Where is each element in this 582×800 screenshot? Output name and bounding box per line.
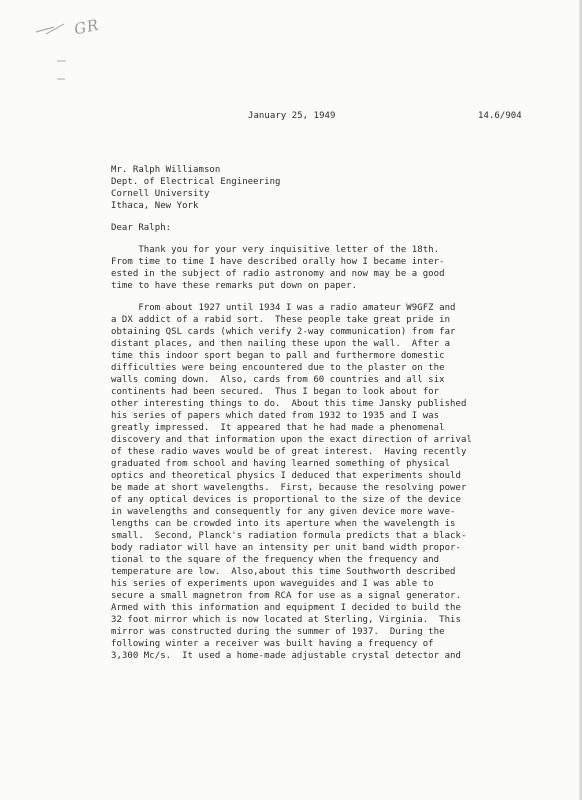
text-line: lengths can be crowded into its aperture when the wavelength is bbox=[111, 519, 456, 529]
text-line: optics and theoretical physics I deduced that experiments should bbox=[111, 471, 461, 481]
text-line: From time to time I have described orally how I became inter- bbox=[111, 257, 445, 267]
text-line: walls coming down. Also, cards from 60 countries and all six bbox=[111, 375, 445, 385]
text-line: difficulties were being encountered due to the plaster on the bbox=[111, 363, 445, 373]
text-line: be made at short wavelengths. First, because the resolving power bbox=[111, 483, 467, 493]
text-line: a DX addict of a rabid sort. These people take great pride in bbox=[111, 315, 451, 325]
text-line: graduated from school and having learned something of physical bbox=[111, 459, 451, 469]
text-line: small. Second, Planck's radiation formula predicts that a black- bbox=[111, 531, 467, 541]
pencil-dash bbox=[56, 76, 68, 82]
pencil-dash bbox=[56, 58, 68, 64]
text-line: of any optical devices is proportional to the size of the device bbox=[111, 495, 461, 505]
text-line: Armed with this information and equipment I decided to build the bbox=[111, 603, 461, 613]
text-line: following winter a receiver was built having a frequency of bbox=[111, 639, 434, 649]
text-line: ested in the subject of radio astronomy and now may be a good bbox=[111, 269, 445, 279]
text-line: time to have these remarks put down on paper. bbox=[111, 281, 358, 291]
text-line: of these radio waves would be of great interest. Having recently bbox=[111, 447, 467, 457]
text-line: his series of experiments upon waveguides and I was able to bbox=[111, 579, 434, 589]
text-line: in wavelengths and consequently for any given device more wave- bbox=[111, 507, 456, 517]
text-line: discovery and that information upon the exact direction of arrival bbox=[111, 435, 472, 445]
handwritten-initials: GR bbox=[72, 15, 101, 39]
address-line: Ithaca, New York bbox=[111, 201, 199, 211]
address-line: Cornell University bbox=[111, 189, 210, 199]
salutation: Dear Ralph: bbox=[111, 223, 172, 233]
text-line: tional to the square of the frequency when the frequency and bbox=[111, 555, 440, 565]
text-line: mirror was constructed during the summer of 1937. During the bbox=[111, 627, 445, 637]
text-line: distant places, and then nailing these upon the wall. After a bbox=[111, 339, 451, 349]
address-line: Mr. Ralph Williamson bbox=[111, 165, 221, 175]
text-line: From about 1927 until 1934 I was a radio amateur W9GFZ and bbox=[111, 303, 456, 313]
text-line: his series of papers which dated from 1932 to 1935 and I was bbox=[111, 411, 440, 421]
text-line: continents had been secured. Thus I began to look about for bbox=[111, 387, 440, 397]
letter-reference: 14.6/904 bbox=[478, 111, 522, 121]
text-line: time this indoor sport began to pall and furthermore domestic bbox=[111, 351, 445, 361]
text-line: Thank you for your very inquisitive letter of the 18th. bbox=[111, 245, 440, 255]
text-line: other interesting things to do. About this time Jansky published bbox=[111, 399, 467, 409]
text-line: obtaining QSL cards (which verify 2-way communication) from far bbox=[111, 327, 456, 337]
address-line: Dept. of Electrical Engineering bbox=[111, 177, 281, 187]
text-line: greatly impressed. It appeared that he had made a phenomenal bbox=[111, 423, 445, 433]
text-line: body radiator will have an intensity per unit band width propor- bbox=[111, 543, 461, 553]
letter-date: January 25, 1949 bbox=[248, 111, 336, 121]
text-line: secure a small magnetron from RCA for use as a signal generator. bbox=[111, 591, 461, 601]
text-line: 3,300 Mc/s. It used a home-made adjustable crystal detector and bbox=[111, 651, 461, 661]
pencil-mark bbox=[34, 18, 74, 38]
text-line: 32 foot mirror which is now located at Sterling, Virginia. This bbox=[111, 615, 461, 625]
text-line: temperature are low. Also,about this time Southworth described bbox=[111, 567, 456, 577]
